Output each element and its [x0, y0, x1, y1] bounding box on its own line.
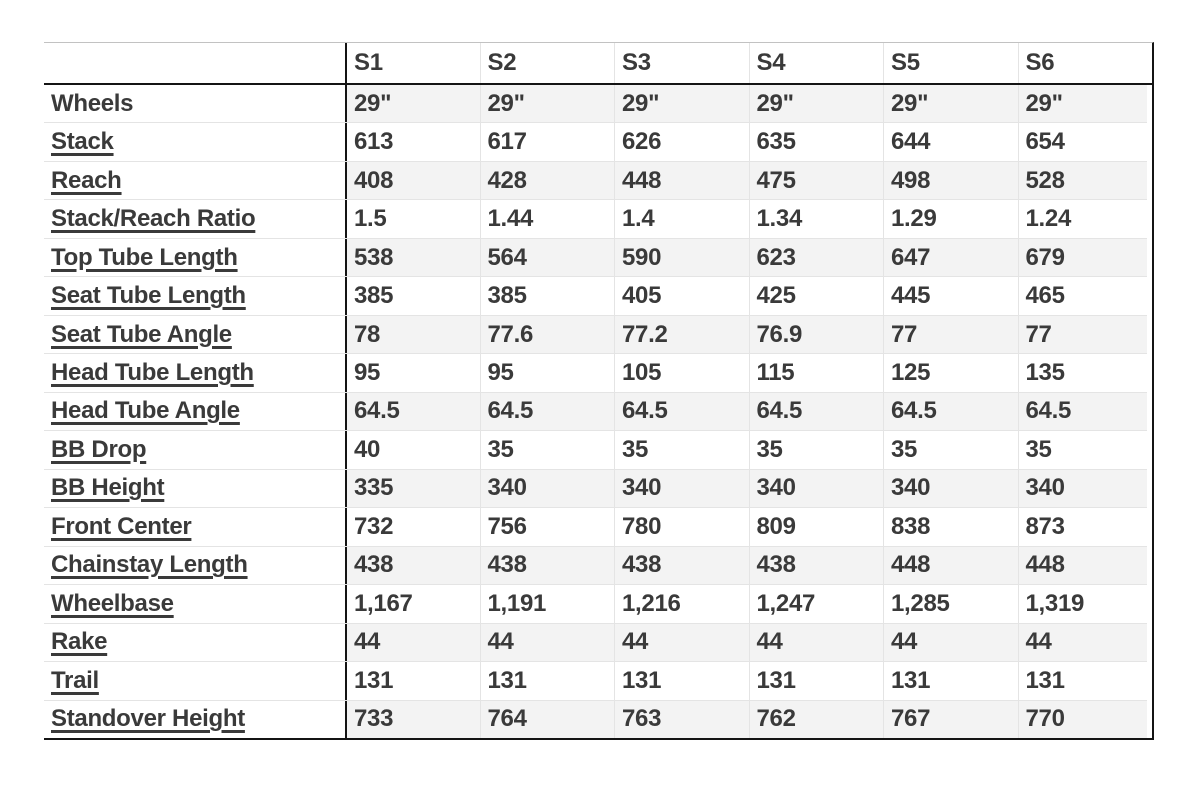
table-row: [44, 585, 1152, 623]
table-cell: 64.5: [614, 393, 749, 430]
table-cell: 1.29: [883, 200, 1018, 237]
row-label[interactable]: BB Height: [44, 470, 345, 507]
table-cell: 448: [614, 162, 749, 199]
row-label[interactable]: Head Tube Angle: [44, 393, 345, 430]
table-row: [44, 239, 1152, 277]
table-cell: 29": [883, 85, 1018, 122]
table-cell: 1,216: [614, 585, 749, 622]
table-row: [44, 624, 1152, 662]
table-row: [44, 470, 1152, 508]
table-cell: 35: [614, 431, 749, 468]
table-cell: 438: [480, 547, 615, 584]
table-cell: 1,167: [345, 585, 480, 622]
table-cell: 1.4: [614, 200, 749, 237]
table-cell: 498: [883, 162, 1018, 199]
table-row: [44, 277, 1152, 315]
table-row: [44, 200, 1152, 238]
table-cell: 1.24: [1018, 200, 1153, 237]
row-label[interactable]: Wheelbase: [44, 585, 345, 622]
table-cell: 340: [1018, 470, 1153, 507]
column-header-s3: S3: [614, 43, 749, 83]
table-cell: 445: [883, 277, 1018, 314]
table-row: [44, 431, 1152, 469]
table-row: [44, 85, 1152, 123]
table-row: [44, 316, 1152, 354]
table-cell: 340: [749, 470, 884, 507]
row-label[interactable]: Reach: [44, 162, 345, 199]
row-label[interactable]: Seat Tube Length: [44, 277, 345, 314]
table-row: [44, 701, 1152, 738]
table-cell: 644: [883, 123, 1018, 160]
table-cell: 617: [480, 123, 615, 160]
table-cell: 763: [614, 701, 749, 738]
table-cell: 1.5: [345, 200, 480, 237]
table-cell: 405: [614, 277, 749, 314]
table-cell: 340: [883, 470, 1018, 507]
table-cell: 95: [480, 354, 615, 391]
table-cell: 29": [749, 85, 884, 122]
table-row: [44, 354, 1152, 392]
table-cell: 77.6: [480, 316, 615, 353]
table-cell: 77: [883, 316, 1018, 353]
table-cell: 438: [345, 547, 480, 584]
table-cell: 29": [614, 85, 749, 122]
table-cell: 425: [749, 277, 884, 314]
geometry-table: [44, 42, 1154, 740]
table-cell: 64.5: [749, 393, 884, 430]
table-cell: 95: [345, 354, 480, 391]
table-cell: 873: [1018, 508, 1153, 545]
table-cell: 64.5: [480, 393, 615, 430]
table-cell: 77.2: [614, 316, 749, 353]
table-cell: 780: [614, 508, 749, 545]
table-header-row: [44, 43, 1152, 85]
table-cell: 44: [345, 624, 480, 661]
row-label[interactable]: Standover Height: [44, 701, 345, 738]
row-label: Wheels: [44, 85, 345, 122]
table-cell: 1,319: [1018, 585, 1153, 622]
table-cell: 1,285: [883, 585, 1018, 622]
table-cell: 335: [345, 470, 480, 507]
header-corner-cell: [44, 43, 345, 83]
table-cell: 44: [614, 624, 749, 661]
table-cell: 809: [749, 508, 884, 545]
table-cell: 131: [749, 662, 884, 699]
table-cell: 29": [1018, 85, 1153, 122]
table-cell: 1,191: [480, 585, 615, 622]
table-cell: 475: [749, 162, 884, 199]
table-cell: 465: [1018, 277, 1153, 314]
table-cell: 679: [1018, 239, 1153, 276]
row-label[interactable]: Front Center: [44, 508, 345, 545]
table-cell: 564: [480, 239, 615, 276]
table-cell: 385: [480, 277, 615, 314]
row-label[interactable]: Seat Tube Angle: [44, 316, 345, 353]
row-label[interactable]: Stack: [44, 123, 345, 160]
table-cell: 408: [345, 162, 480, 199]
table-row: [44, 547, 1152, 585]
table-cell: 131: [614, 662, 749, 699]
table-cell: 29": [480, 85, 615, 122]
table-cell: 35: [883, 431, 1018, 468]
column-header-s4: S4: [749, 43, 884, 83]
table-cell: 35: [749, 431, 884, 468]
table-cell: 838: [883, 508, 1018, 545]
table-cell: 448: [883, 547, 1018, 584]
table-cell: 428: [480, 162, 615, 199]
table-cell: 385: [345, 277, 480, 314]
table-cell: 1.44: [480, 200, 615, 237]
table-cell: 1.34: [749, 200, 884, 237]
column-header-s1: S1: [345, 43, 480, 83]
table-cell: 44: [883, 624, 1018, 661]
table-cell: 1,247: [749, 585, 884, 622]
table-cell: 732: [345, 508, 480, 545]
table-body: [44, 85, 1152, 738]
table-cell: 64.5: [345, 393, 480, 430]
table-row: [44, 162, 1152, 200]
table-cell: 762: [749, 701, 884, 738]
table-cell: 78: [345, 316, 480, 353]
table-cell: 635: [749, 123, 884, 160]
row-label[interactable]: Chainstay Length: [44, 547, 345, 584]
table-cell: 590: [614, 239, 749, 276]
table-cell: 623: [749, 239, 884, 276]
table-row: [44, 123, 1152, 161]
table-cell: 35: [1018, 431, 1153, 468]
table-cell: 538: [345, 239, 480, 276]
table-cell: 76.9: [749, 316, 884, 353]
table-cell: 340: [614, 470, 749, 507]
table-cell: 64.5: [883, 393, 1018, 430]
table-row: [44, 662, 1152, 700]
column-header-s5: S5: [883, 43, 1018, 83]
table-cell: 613: [345, 123, 480, 160]
table-cell: 35: [480, 431, 615, 468]
table-cell: 756: [480, 508, 615, 545]
table-cell: 448: [1018, 547, 1153, 584]
table-cell: 131: [345, 662, 480, 699]
table-cell: 44: [749, 624, 884, 661]
table-row: [44, 508, 1152, 546]
column-header-s6: S6: [1018, 43, 1153, 83]
table-cell: 764: [480, 701, 615, 738]
row-label[interactable]: Trail: [44, 662, 345, 699]
table-cell: 131: [480, 662, 615, 699]
table-cell: 40: [345, 431, 480, 468]
table-cell: 105: [614, 354, 749, 391]
table-cell: 438: [749, 547, 884, 584]
table-cell: 733: [345, 701, 480, 738]
table-cell: 528: [1018, 162, 1153, 199]
table-cell: 135: [1018, 354, 1153, 391]
table-cell: 44: [1018, 624, 1153, 661]
table-row: [44, 393, 1152, 431]
table-cell: 654: [1018, 123, 1153, 160]
row-label[interactable]: Rake: [44, 624, 345, 661]
table-cell: 115: [749, 354, 884, 391]
table-cell: 131: [1018, 662, 1153, 699]
table-cell: 340: [480, 470, 615, 507]
table-cell: 77: [1018, 316, 1153, 353]
table-cell: 647: [883, 239, 1018, 276]
table-cell: 131: [883, 662, 1018, 699]
row-label[interactable]: Stack/Reach Ratio: [44, 200, 345, 237]
table-cell: 438: [614, 547, 749, 584]
table-cell: 626: [614, 123, 749, 160]
table-cell: 767: [883, 701, 1018, 738]
row-label[interactable]: Head Tube Length: [44, 354, 345, 391]
row-label[interactable]: BB Drop: [44, 431, 345, 468]
table-cell: 44: [480, 624, 615, 661]
table-cell: 125: [883, 354, 1018, 391]
row-label[interactable]: Top Tube Length: [44, 239, 345, 276]
table-right-gap: [1147, 85, 1152, 738]
table-cell: 770: [1018, 701, 1153, 738]
column-header-s2: S2: [480, 43, 615, 83]
table-cell: 64.5: [1018, 393, 1153, 430]
table-cell: 29": [345, 85, 480, 122]
